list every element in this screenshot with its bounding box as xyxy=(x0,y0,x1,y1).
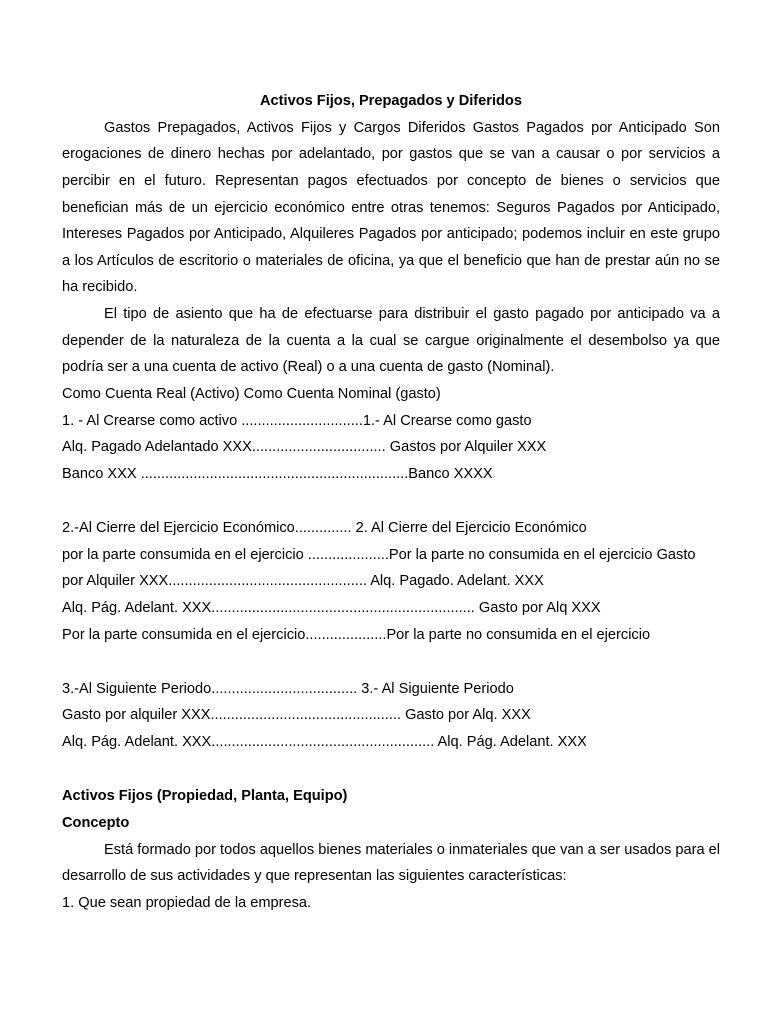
blank-line xyxy=(62,649,720,676)
step3-line: Gasto por alquiler XXX............................................... Gasto por Alq. XXX xyxy=(62,707,531,724)
step2-line: Alq. Pág. Adelant. XXX................................................................. Gasto por Alq XXX xyxy=(62,600,601,617)
document-page xyxy=(62,88,720,917)
step3-line: Alq. Pág. Adelant. XXX....................................................... Alq. Pág. Adelant. XXX xyxy=(62,734,587,751)
step1-line: 1. - Al Crearse como activo ..............................1.- Al Crearse como gasto xyxy=(62,412,532,429)
accounts-header: Como Cuenta Real (Activo) Como Cuenta Nominal (gasto) xyxy=(62,385,441,402)
step2-line: Por la parte consumida en el ejercicio....................Por la parte no consumida en el ejercicio xyxy=(62,626,651,643)
section-heading: Activos Fijos (Propiedad, Planta, Equipo) xyxy=(62,787,348,804)
step1-line: Banco XXX ..................................................................Banco XXXX xyxy=(62,466,493,483)
blank-line xyxy=(62,488,720,515)
step3-block xyxy=(62,676,720,756)
blank-line xyxy=(62,756,720,783)
second-paragraph: El tipo de asiento que ha de efectuarse para distribuir el gasto pagado por anticipado va a depender de la naturaleza de la cuenta a la cual se cargue originalmente el desembolso ya que podría ser a una cuenta de activo (Real) o a una cuenta de gasto (Nominal). xyxy=(62,305,720,376)
list-item: 1. Que sean propiedad de la empresa. xyxy=(62,894,312,911)
document-title: Activos Fijos, Prepagados y Diferidos xyxy=(260,93,522,109)
concept-heading: Concepto xyxy=(62,814,130,831)
step2-block xyxy=(62,515,720,649)
step3-line: 3.-Al Siguiente Periodo.................................... 3.- Al Siguiente Periodo xyxy=(62,680,514,697)
intro-paragraph: Gastos Prepagados, Activos Fijos y Cargos Diferidos Gastos Pagados por Anticipado Son erogaciones de dinero hechas por adelantado, por gastos que se van a causar o por servicios a percibir en el futuro. Representan pagos efectuados por concepto de bienes o servicios que benefician más de un ejercicio económico entre otras tenemos: Seguros Pagados por Anticipado, Intereses Pagados por Anticipado, Alquileres Pagados por anticipado; podemos incluir en este grupo a los Artículos de escritorio o materiales de oficina, ya que el beneficio que han de prestar aún no se ha recibido. xyxy=(62,119,720,296)
step2-line: 2.-Al Cierre del Ejercicio Económico.............. 2. Al Cierre del Ejercicio Económico xyxy=(62,519,587,536)
step1-line: Alq. Pagado Adelantado XXX................................. Gastos por Alquiler XXX xyxy=(62,439,547,456)
concept-paragraph: Está formado por todos aquellos bienes materiales o inmateriales que van a ser usados para el desarrollo de sus actividades y que representan las siguientes características: xyxy=(62,841,720,885)
step2-line: por la parte consumida en el ejercicio ....................Por la parte no consumida en el ejercicio Gasto xyxy=(62,546,696,563)
step2-line: por Alquiler XXX................................................. Alq. Pagado. Adelant. XXX xyxy=(62,573,544,590)
step1-block xyxy=(62,408,720,488)
